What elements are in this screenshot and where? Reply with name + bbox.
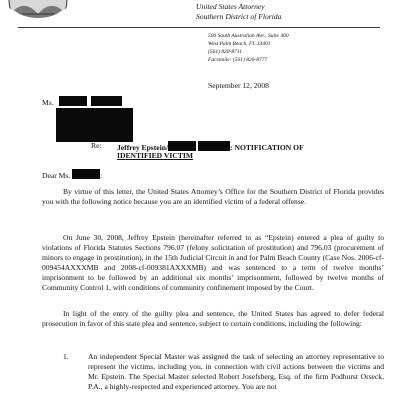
re-label: Re: bbox=[91, 141, 102, 150]
paragraph-text: By virtue of this letter, the United States Attorney’s Office for the Southern District of Florida provides you with the following notice because you are an identified victim of a federal offense. bbox=[42, 187, 384, 206]
redaction-bar bbox=[59, 96, 87, 106]
subject-suffix: : NOTIFICATION OF bbox=[230, 143, 304, 152]
list-item-number: 1. bbox=[63, 352, 69, 361]
salutation bbox=[42, 169, 102, 180]
office-address bbox=[208, 33, 289, 65]
fax-line: Facsimile: (561) 820-8777 bbox=[208, 56, 268, 63]
subject-name: Jeffrey Epstein/ bbox=[117, 143, 169, 152]
salutation-suffix: : bbox=[100, 171, 103, 180]
redaction-bar bbox=[198, 141, 230, 151]
redacted-address-block bbox=[56, 108, 133, 142]
body-paragraph bbox=[42, 187, 384, 207]
recipient-prefix: Ms. bbox=[42, 98, 54, 107]
letter-date: September 12, 2008 bbox=[208, 81, 269, 90]
redaction-bar bbox=[72, 169, 103, 180]
paragraph-text: On June 30, 2008, Jeffrey Epstein (hereinafter referred to as “Epstein) entered a plea of guilty to violations of Florida Statutes Sections 796.07 (felony solicitation of prostitution) and 796.03 (procurement of minors to engage in prostitution), in the 15th Judicial Circuit in and for Palm Beach County (Case Nos. 2006-cf-009454AXXXMB and 2008-cf-009381AXXXMB) and was sentenced to a term of twelve months’ imprisonment to be followed by an additional six months’ imprisonment, followed by twelve months of Community Control 1, with conditions of community confinement imposed by the Court. bbox=[42, 233, 384, 292]
letterhead-divider bbox=[18, 27, 380, 28]
recipient-name-line bbox=[42, 96, 122, 107]
office-title: United States Attorney bbox=[196, 2, 265, 11]
body-paragraph bbox=[42, 233, 384, 293]
paragraph-text: In light of the entry of the guilty plea and sentence, the United States has agreed to defer federal prosecution in favor of this state plea and sentence, subject to certain conditions, including the following: bbox=[42, 309, 384, 328]
phone-line: (561) 820-8711 bbox=[208, 48, 242, 55]
address-line: 500 South Australian Ave., Suite 400 bbox=[208, 33, 289, 39]
department-of-justice-seal-icon bbox=[0, 0, 84, 18]
salutation-prefix: Dear Ms. bbox=[42, 171, 71, 180]
redaction-bar bbox=[91, 96, 122, 106]
office-district: Southern District of Florida bbox=[196, 12, 282, 21]
subject-line-2: IDENTIFIED VICTIM bbox=[117, 151, 194, 160]
address-line: West Palm Beach, FL 33401 bbox=[208, 40, 271, 47]
body-paragraph bbox=[42, 309, 384, 329]
list-item-text: An independent Special Master was assigned the task of selecting an attorney representative to represent the victims, including you, in connection with civil actions between the victims and Mr. Epstein. The Special Master selected Robert Josefsberg, Esq. of the firm Podhurst Orseck, P.A., a highly-respected and experienced attorney. You are not bbox=[88, 352, 384, 391]
redaction-bar bbox=[168, 141, 196, 151]
